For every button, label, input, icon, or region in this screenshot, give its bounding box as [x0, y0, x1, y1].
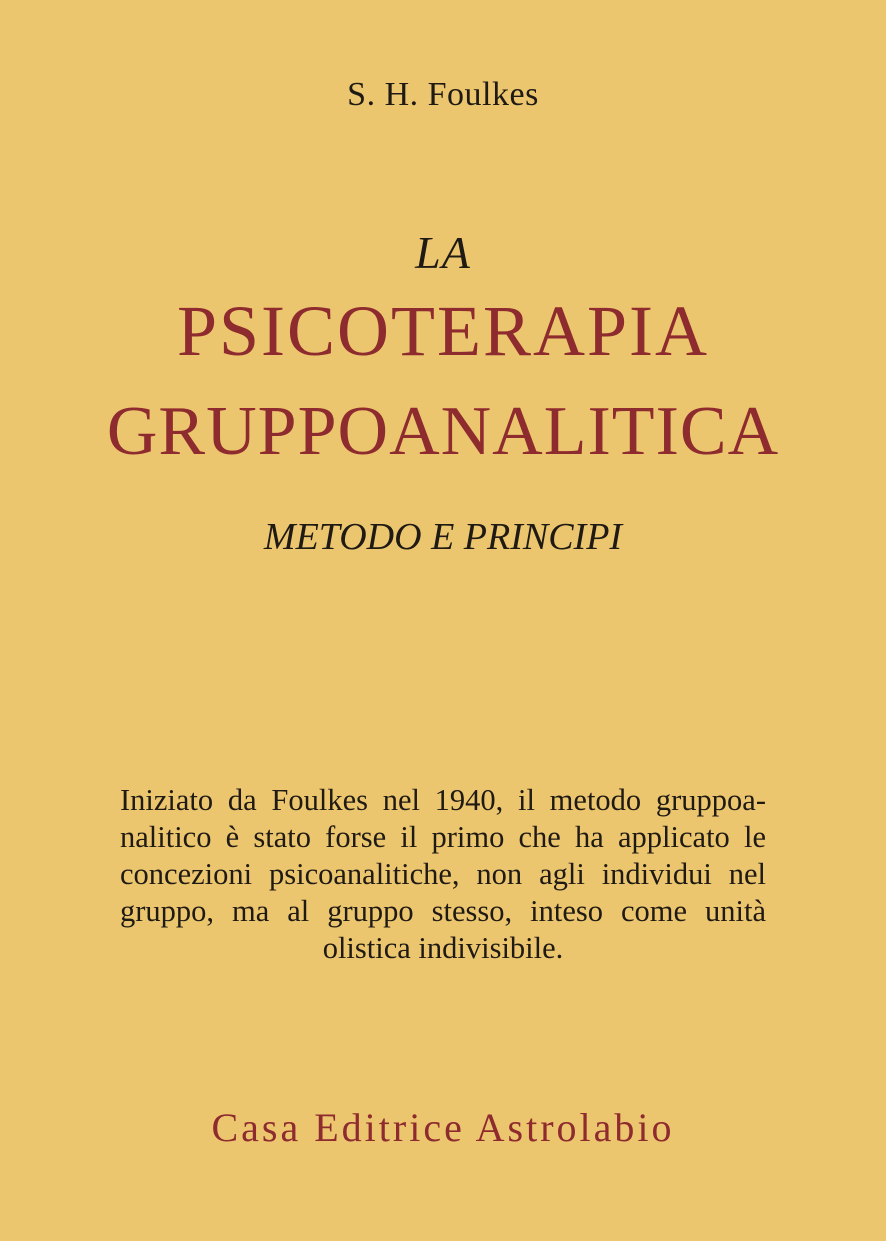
subtitle: METODO E PRINCIPI — [263, 516, 623, 558]
title-article: LA — [415, 227, 471, 278]
publisher-name: Casa Editrice Astrolabio — [211, 1105, 675, 1150]
title-line-2: GRUPPOANALITICA — [106, 393, 780, 470]
title-line-1: PSICOTERAPIA — [176, 291, 710, 371]
blurb-line: olistica indivisibile. — [322, 931, 564, 965]
blurb-line: nalitico è stato forse il primo che ha applicato le — [120, 820, 766, 854]
blurb-line: gruppo, ma al gruppo stesso, inteso come unità — [120, 894, 766, 928]
author-name: S. H. Foulkes — [347, 76, 539, 113]
blurb-text — [120, 782, 766, 967]
blurb-line: Iniziato da Foulkes nel 1940, il metodo gruppoa- — [120, 783, 766, 817]
blurb-line: concezioni psicoanalitiche, non agli individui nel — [120, 857, 766, 891]
